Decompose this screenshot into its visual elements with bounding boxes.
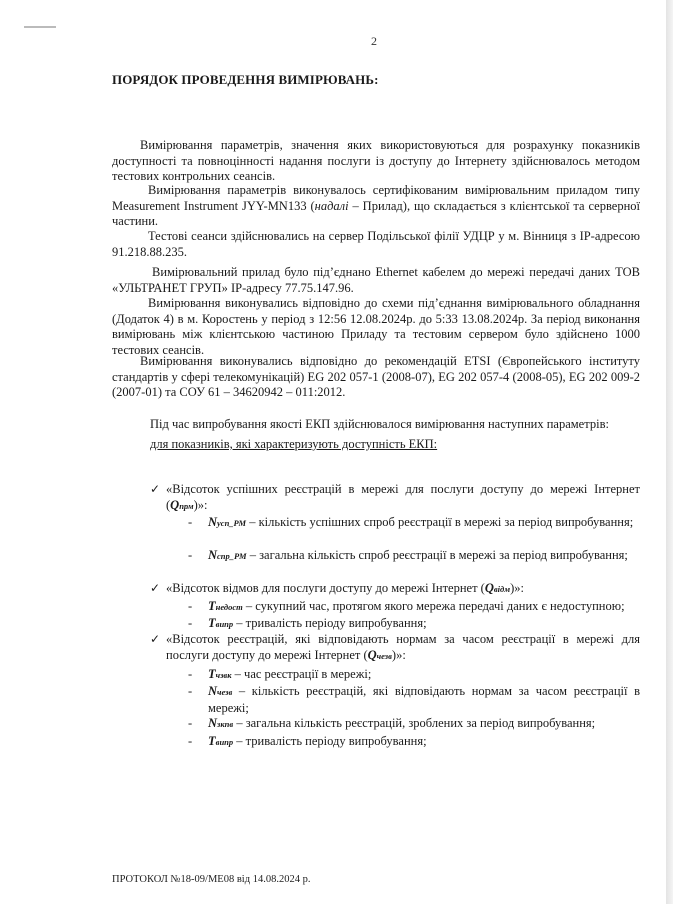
dash-bullet: -	[188, 734, 193, 748]
paragraph-6: Вимірювання виконувались відповідно до рекомендацій ETSI (Європейського інституту стандартів у сфері телекомунікацій) EG 202 057-1 (2008-07), EG 202 057-4 (2008-05), EG 202 009-2 (2007-01) та СОУ 61 – 34620942 – 011:2012.	[112, 354, 640, 399]
dash-bullet: -	[188, 548, 193, 562]
paragraph-1: Вимірювання параметрів, значення яких використовуються для розрахунку показників доступності та повноцінності надання послуги із доступу до Інтернету здійснювалось методом тестових контрольних сеансів.	[112, 138, 640, 183]
dash-bullet: -	[188, 667, 193, 681]
checkmark-icon: ✓	[150, 581, 161, 595]
dash-bullet: -	[188, 684, 193, 698]
sub-item-3-1: - Tчзвк – час реєстрації в мережі;	[188, 667, 372, 681]
scan-artifact	[24, 26, 56, 28]
paragraph-3: Тестові сеанси здійснювались на сервер Подільської філії УДЦР у м. Вінниця з IP-адресою 91.218.88.235.	[112, 229, 640, 259]
section-heading: ПОРЯДОК ПРОВЕДЕННЯ ВИМІРЮВАНЬ:	[112, 72, 379, 87]
checklist-item-3: ✓ «Відсоток реєстрацій, які відповідають нормам за часом реєстрації в мережі для послуги доступу до мережі Інтернет (Qчезв)»:	[150, 632, 640, 662]
sub-item-3-4: - Tвипр – тривалість періоду випробування;	[188, 734, 427, 748]
page-shadow	[666, 0, 673, 904]
paragraph-8-subheading: для показників, які характеризують доступність ЕКП:	[150, 437, 438, 451]
paragraph-2: Вимірювання параметрів виконувалось сертифікованим вимірювальним приладом типу Measurement Instrument JYY-MN133 (надалі – Прилад), що складається з клієнтської та серверної частини.	[112, 183, 641, 228]
paragraph-4: Вимірювальний прилад було під’єднано Ethernet кабелем до мережі передачі даних ТОВ «УЛЬТРАНЕТ ГРУП» IP-адресу 77.75.147.96.	[112, 265, 640, 295]
footer-protocol-number: ПРОТОКОЛ №18-09/МЕ08 від 14.08.2024 р.	[112, 874, 311, 885]
sub-item-3-3: - Nзкпв – загальна кількість реєстрацій, зроблених за період випробування;	[188, 716, 596, 730]
sub-item-1-2: - Nспр_РМ – загальна кількість спроб реєстрації в мережі за період випробування;	[188, 548, 628, 562]
sub-item-2-2: - Tвипр – тривалість періоду випробування;	[188, 616, 427, 630]
paragraph-5: Вимірювання виконувались відповідно до схеми під’єднання вимірювального обладнання (Додаток 4) в м. Коростень у період з 12:56 12.08.2024р. до 5:33 13.08.2024р. За період виконання вимірювань між клієнтською частиною Приладу та тестовим сервером було здійснено 1000 тестових сеансів.	[112, 296, 640, 357]
paragraph-7: Під час випробування якості ЕКП здійснювалося вимірювання наступних параметрів:	[150, 417, 609, 431]
dash-bullet: -	[188, 716, 193, 730]
sub-item-3-2: - Nчезв – кількість реєстрацій, які відповідають нормам за часом реєстрації в мережі;	[188, 684, 640, 715]
page-number: 2	[371, 34, 377, 48]
dash-bullet: -	[188, 616, 193, 630]
sub-item-2-1: - Tнедост – сукупний час, протягом якого мережа передачі даних є недоступною;	[188, 599, 625, 613]
checklist-item-1: ✓ «Відсоток успішних реєстрацій в мережі для послуги доступу до мережі Інтернет (Qпрм)»:	[150, 482, 640, 512]
checkmark-icon: ✓	[150, 632, 161, 646]
dash-bullet: -	[188, 599, 193, 613]
sub-item-1-1: - Nусп_РМ – кількість успішних спроб реєстрації в мережі за період випробування;	[188, 515, 634, 529]
dash-bullet: -	[188, 515, 193, 529]
checkmark-icon: ✓	[150, 482, 161, 496]
checklist-item-2: ✓ «Відсоток відмов для послуги доступу до мережі Інтернет (Qвідм)»:	[150, 581, 524, 595]
